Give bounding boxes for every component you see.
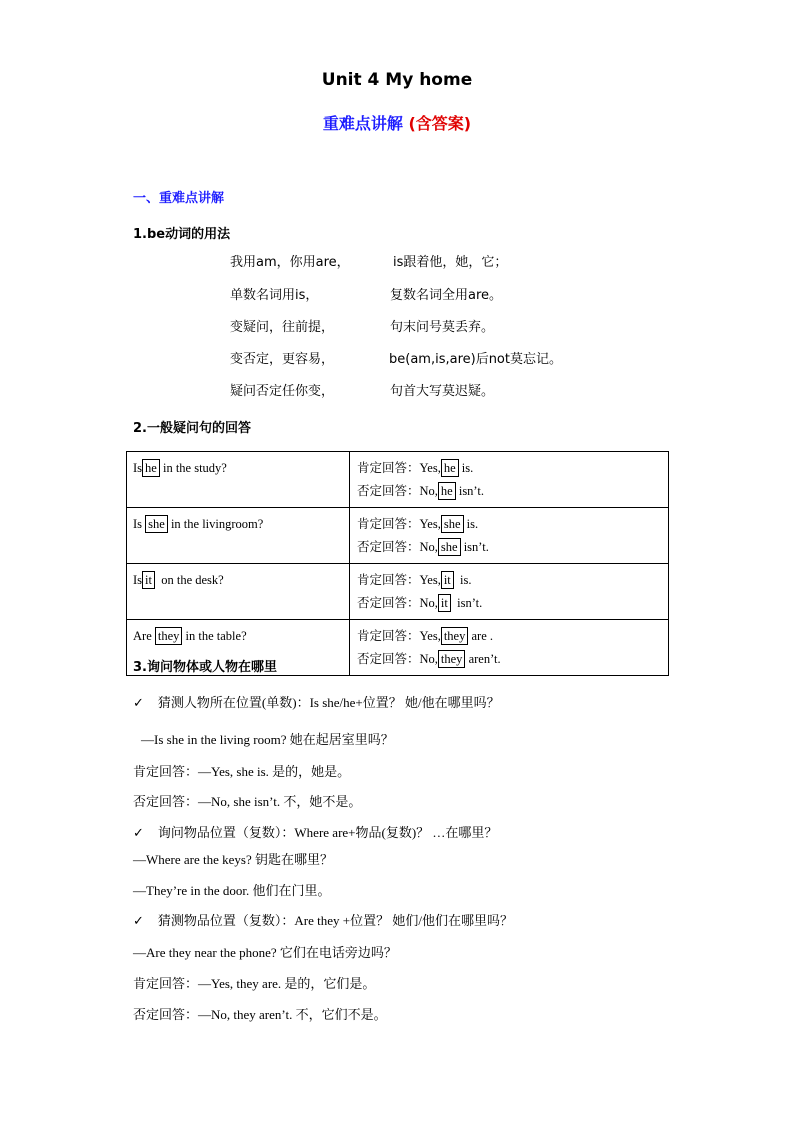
answer-cell xyxy=(350,620,669,676)
check-icon: ✓ xyxy=(133,696,144,711)
no-suffix: isn’t. xyxy=(457,596,483,610)
boxed-pronoun: she xyxy=(441,515,464,533)
poem-line-5-right: 句首大写莫迟疑。 xyxy=(390,384,495,399)
boxed-pronoun: it xyxy=(441,571,454,589)
rule-text: 猜测物品位置（复数）：Are they +位置？ 她们/他们在哪里吗？ xyxy=(157,913,513,928)
no-answer xyxy=(357,648,668,671)
heading-general-questions: 2.一般疑问句的回答 xyxy=(133,421,251,436)
question-cell xyxy=(127,452,350,508)
rule-text: 询问物品位置（复数）：Where are+物品(复数)？ …在哪里？ xyxy=(157,825,498,840)
question-suffix: in the livingroom? xyxy=(170,517,264,531)
poem-line-4-left: 变否定，更容易， xyxy=(230,352,335,367)
question-prefix: Is xyxy=(133,517,143,531)
yes-prefix: 肯定回答：Yes, xyxy=(357,461,441,475)
section-heading: 一、重难点讲解 xyxy=(133,191,225,206)
list-item xyxy=(133,910,513,929)
question-suffix: on the desk? xyxy=(161,573,224,587)
no-suffix: isn’t. xyxy=(463,540,489,554)
boxed-pronoun: it xyxy=(438,594,451,612)
question-prefix: Is xyxy=(133,573,143,587)
table-row xyxy=(127,508,669,564)
list-item xyxy=(133,822,497,841)
boxed-pronoun: he xyxy=(142,459,160,477)
poem-line-4-right: be(am,is,are)后not莫忘记。 xyxy=(389,352,562,367)
question-cell xyxy=(127,508,350,564)
boxed-pronoun: he xyxy=(441,459,459,477)
no-answer xyxy=(357,592,668,615)
poem-line-1-right: is跟着他，她，它； xyxy=(393,255,508,270)
table-row xyxy=(127,564,669,620)
subtitle-main: 重难点讲解 xyxy=(322,114,403,133)
no-answer xyxy=(357,536,668,559)
no-prefix: 否定回答：No, xyxy=(357,596,438,610)
yes-answer xyxy=(357,513,668,536)
poem-line-3-left: 变疑问，往前提， xyxy=(230,320,335,335)
boxed-pronoun: it xyxy=(142,571,155,589)
list-item xyxy=(133,692,500,711)
example-line: 否定回答：—No, she isn’t. 不，她不是。 xyxy=(133,794,362,809)
boxed-pronoun: they xyxy=(155,627,183,645)
no-suffix: isn’t. xyxy=(458,484,484,498)
yes-prefix: 肯定回答：Yes, xyxy=(357,629,441,643)
poem-line-2-left: 单数名词用is， xyxy=(230,288,319,303)
poem-line-5-left: 疑问否定任你变， xyxy=(230,384,335,399)
answer-cell xyxy=(350,564,669,620)
example-line: 肯定回答：—Yes, they are. 是的，它们是。 xyxy=(133,976,376,991)
yes-suffix: are . xyxy=(471,629,493,643)
example-line: —Are they near the phone? 它们在电话旁边吗？ xyxy=(133,945,397,960)
answer-cell xyxy=(350,508,669,564)
yes-prefix: 肯定回答：Yes, xyxy=(357,517,441,531)
example-line: —Is she in the living room? 她在起居室里吗？ xyxy=(141,732,394,747)
question-prefix: Are xyxy=(133,629,152,643)
no-suffix: aren’t. xyxy=(468,652,501,666)
example-line: —They’re in the door. 他们在门里。 xyxy=(133,883,331,898)
poem-line-3-right: 句末问号莫丢弃。 xyxy=(390,320,495,335)
yes-suffix: is. xyxy=(466,517,479,531)
boxed-pronoun: she xyxy=(438,538,461,556)
page-title: Unit 4 My home xyxy=(321,70,473,90)
answer-cell xyxy=(350,452,669,508)
check-icon: ✓ xyxy=(133,914,144,929)
table-row xyxy=(127,452,669,508)
yes-suffix: is. xyxy=(461,461,474,475)
no-answer xyxy=(357,480,668,503)
heading-where-questions: 3.询问物体或人物在哪里 xyxy=(133,660,277,675)
no-prefix: 否定回答：No, xyxy=(357,540,438,554)
example-line: —Where are the keys? 钥匙在哪里？ xyxy=(133,852,333,867)
answers-table xyxy=(126,451,669,676)
boxed-pronoun: they xyxy=(441,627,469,645)
yes-prefix: 肯定回答：Yes, xyxy=(357,573,441,587)
yes-suffix: is. xyxy=(460,573,472,587)
example-line: 肯定回答：—Yes, she is. 是的，她是。 xyxy=(133,764,351,779)
yes-answer xyxy=(357,569,668,592)
yes-answer xyxy=(357,457,668,480)
poem-line-1-left: 我用am，你用are， xyxy=(230,255,350,270)
question-suffix: in the study? xyxy=(162,461,227,475)
rule-text: 猜测人物所在位置(单数)：Is she/he+位置？ 她/他在哪里吗？ xyxy=(157,695,500,710)
yes-answer xyxy=(357,625,668,648)
page-subtitle xyxy=(0,111,794,134)
no-prefix: 否定回答：No, xyxy=(357,652,438,666)
question-suffix: in the table? xyxy=(185,629,247,643)
boxed-pronoun: they xyxy=(438,650,466,668)
question-cell xyxy=(127,564,350,620)
poem-line-2-right: 复数名词全用are。 xyxy=(390,288,503,303)
boxed-pronoun: he xyxy=(438,482,456,500)
question-prefix: Is xyxy=(133,461,143,475)
example-line: 否定回答：—No, they aren’t. 不，它们不是。 xyxy=(133,1007,387,1022)
heading-be-verb: 1.be动词的用法 xyxy=(133,227,231,242)
no-prefix: 否定回答：No, xyxy=(357,484,438,498)
subtitle-answer-note: (含答案) xyxy=(408,114,472,133)
boxed-pronoun: she xyxy=(145,515,168,533)
check-icon: ✓ xyxy=(133,826,144,841)
